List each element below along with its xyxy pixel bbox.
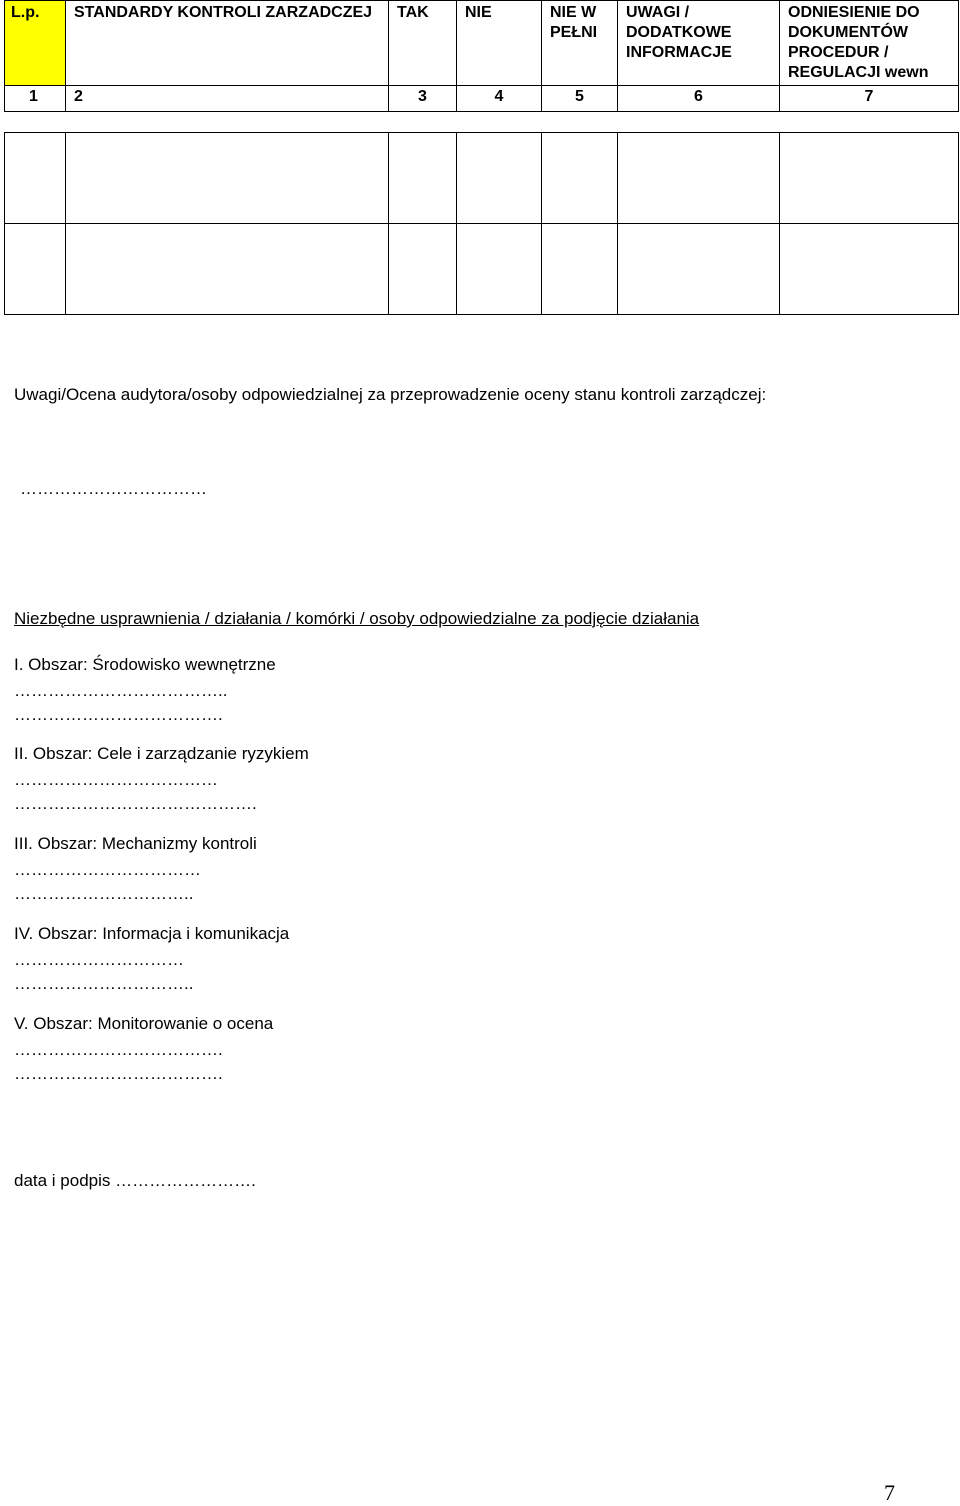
obszar-dots-line-1: ……………………………… <box>14 770 218 789</box>
table-row <box>5 224 959 315</box>
table-cell[interactable] <box>5 224 66 315</box>
column-number-7: 7 <box>780 86 959 112</box>
table-cell[interactable] <box>66 133 389 224</box>
table-cell[interactable] <box>389 133 457 224</box>
page-number: 7 <box>884 1480 895 1505</box>
table-cell[interactable] <box>542 224 618 315</box>
obszar-title: IV. Obszar: Informacja i komunikacja <box>14 924 290 943</box>
uwagi-ocena-label: Uwagi/Ocena audytora/osoby odpowiedzialnej za przeprowadzenie oceny stanu kontroli zarządczej: <box>14 385 767 404</box>
table-cell[interactable] <box>457 133 542 224</box>
column-number-6: 6 <box>618 86 780 112</box>
data-podpis-dots: ……………………. <box>115 1171 256 1190</box>
obszar-dots-line-2: ……………………………………. <box>14 794 257 813</box>
data-podpis-label: data i podpis <box>14 1171 111 1190</box>
header-uwagi: UWAGI / DODATKOWE INFORMACJE <box>618 1 780 86</box>
column-number-1: 1 <box>5 86 66 112</box>
obszar-dots-line-2: ………………………………. <box>14 1064 223 1083</box>
column-number-5: 5 <box>542 86 618 112</box>
obszar-title: V. Obszar: Monitorowanie o ocena <box>14 1014 274 1033</box>
table-cell[interactable] <box>542 133 618 224</box>
niezbedne-usprawnienia-heading: Niezbędne usprawnienia / działania / komórki / osoby odpowiedzialne za podjęcie działania <box>14 609 700 628</box>
signature-line <box>14 1170 256 1192</box>
table-cell[interactable] <box>457 224 542 315</box>
obszar-dots-line-2: ………………………….. <box>14 974 194 993</box>
table-cell[interactable] <box>780 133 959 224</box>
obszar-title: III. Obszar: Mechanizmy kontroli <box>14 834 257 853</box>
obszar-dots-line-2: ………………………….. <box>14 884 194 903</box>
table-cell[interactable] <box>5 133 66 224</box>
table-cell[interactable] <box>66 224 389 315</box>
uwagi-ocena-dots: …………………………… <box>20 479 207 498</box>
header-standardy: STANDARDY KONTROLI ZARZADCZEJ <box>66 1 389 86</box>
obszar-title: II. Obszar: Cele i zarządzanie ryzykiem <box>14 744 309 763</box>
header-lp: L.p. <box>5 1 66 86</box>
obszar-dots-line-1: ………………………………. <box>14 1040 223 1059</box>
table-cell[interactable] <box>618 133 780 224</box>
table-row <box>5 133 959 224</box>
obszar-title: I. Obszar: Środowisko wewnętrzne <box>14 655 276 674</box>
header-tak: TAK <box>389 1 457 86</box>
column-number-2: 2 <box>66 86 389 112</box>
obszar-dots-line-1: ………………………… <box>14 950 184 969</box>
obszar-dots-line-1: ……………………………….. <box>14 681 228 700</box>
obszar-dots-line-1: …………………………… <box>14 860 201 879</box>
header-odniesienie: ODNIESIENIE DO DOKUMENTÓW PROCEDUR / REGULACJI wewn <box>780 1 959 86</box>
table-cell[interactable] <box>780 224 959 315</box>
table-cell[interactable] <box>389 224 457 315</box>
column-number-4: 4 <box>457 86 542 112</box>
control-standards-header-table <box>4 0 959 112</box>
table-cell[interactable] <box>618 224 780 315</box>
header-nie-w-pelni: NIE W PEŁNI <box>542 1 618 86</box>
control-standards-entry-table <box>4 132 959 315</box>
column-number-3: 3 <box>389 86 457 112</box>
obszar-dots-line-2: ………………………………. <box>14 705 223 724</box>
header-nie: NIE <box>457 1 542 86</box>
